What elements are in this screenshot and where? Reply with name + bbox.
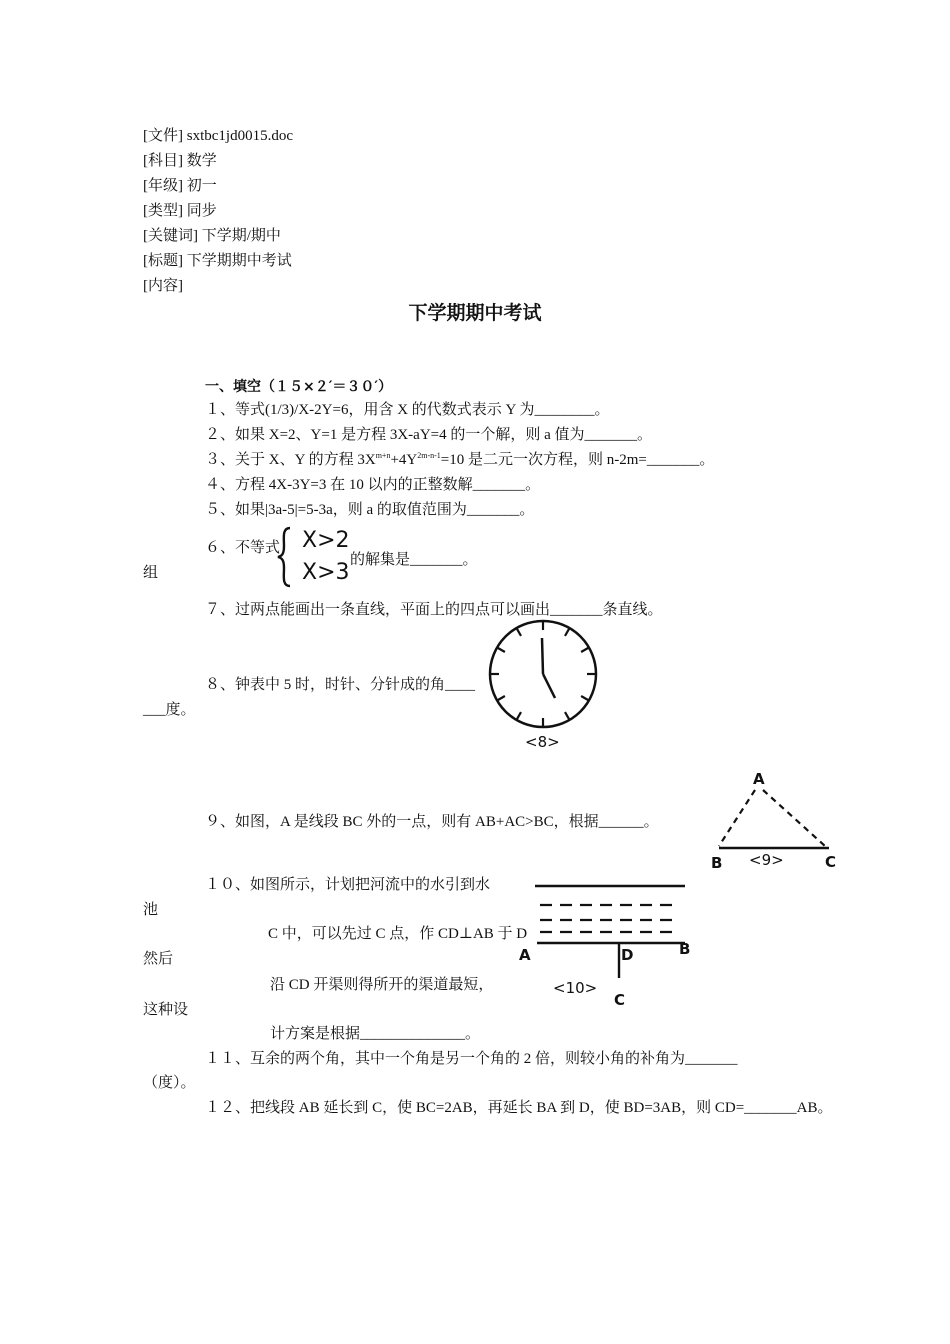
river-canal-figure [515,878,695,1013]
meta-keywords: [关键词] 下学期/期中 [143,228,281,244]
question-12: １２、把线段 AB 延长到 C，使 BC=2AB，再延长 BA 到 D，使 BD=3AB，则 CD=_______AB。 [205,1100,833,1116]
question-3 [205,450,714,470]
question-5: ５、如果|3a-5|=5-3a，则 a 的取值范围为_______。 [205,502,535,518]
river-label-a: A [519,946,531,964]
question-10-line-4: 计方案是根据______________。 [270,1026,481,1042]
question-10-line-3: 沿 CD 开渠则得所开的渠道最短， [270,977,494,993]
question-10-line-1: １０、如图所示，计划把河流中的水引到水 [205,877,491,893]
question-2: ２、如果 X=2、Y=1 是方程 3X-aY=4 的一个解，则 a 值为_______。 [205,427,653,443]
question-8: ８、钟表中 5 时，时针、分针成的角____ [205,677,476,693]
meta-heading: [标题] 下学期期中考试 [143,253,292,269]
clock-figure-label: <8> [525,733,560,751]
meta-subject: [科目] 数学 [143,153,217,169]
triangle-label-c: C [825,853,837,871]
question-6-suffix: 的解集是_______。 [350,552,478,568]
question-9: ９、如图，A 是线段 BC 外的一点，则有 AB+AC>BC，根据______。 [205,814,659,830]
triangle-figure-label: <9> [749,851,784,869]
meta-file: [文件] sxtbc1jd0015.doc [143,128,293,144]
question-7: ７、过两点能画出一条直线，平面上的四点可以画出_______条直线。 [205,602,663,618]
question-10-wrap-1: 池 [143,902,159,918]
triangle-label-b: B [711,854,723,872]
q3-exponent-2: 2m-n-1 [417,451,441,460]
question-10-wrap-3: 这种设 [143,1002,189,1018]
question-10-wrap-2: 然后 [143,951,174,967]
question-4: ４、方程 4X-3Y=3 在 10 以内的正整数解_______。 [205,477,541,493]
segment-ab [719,790,755,846]
question-8-wrap: ___度。 [143,702,196,718]
inequality-system-brace [276,524,356,590]
q3-mid: +4Y [390,452,418,468]
triangle-label-a: A [753,770,765,788]
meta-content: [内容] [143,278,183,294]
question-1: １、等式(1/3)/X-2Y=6，用含 X 的代数式表示 Y 为________。 [205,402,610,418]
page-title: 下学期期中考试 [408,302,542,324]
meta-type: [类型] 同步 [143,203,217,219]
q3-post: =10 是二元一次方程，则 n-2m=_______。 [440,452,715,468]
q3-exponent-1: m+n [375,451,391,460]
curly-brace-icon [278,528,290,586]
question-11-wrap: （度）。 [143,1075,196,1091]
clock-figure [485,620,605,750]
river-figure-label: <10> [553,979,598,997]
q3-pre: ３、关于 X、Y 的方程 3X [205,452,376,468]
question-10-line-2: C 中，可以先过 C 点，作 CD⊥AB 于 D [268,926,528,942]
hour-hand [543,674,555,698]
river-label-d: D [621,946,634,964]
meta-grade: [年级] 初一 [143,178,217,194]
section-heading: 一、填空（１５×２′＝３０′） [205,379,393,395]
triangle-figure [705,766,845,876]
question-6-wrap: 组 [143,565,159,581]
river-label-b: B [679,940,691,958]
inequality-line-1: X>2 [302,528,350,553]
question-11: １１、互余的两个角，其中一个角是另一个角的 2 倍，则较小角的补角为_______ [205,1051,738,1067]
minute-hand [542,638,543,674]
segment-ac [763,790,825,846]
question-6-prefix: ６、不等式 [205,540,281,556]
inequality-line-2: X>3 [302,560,350,585]
river-label-c: C [614,991,626,1009]
